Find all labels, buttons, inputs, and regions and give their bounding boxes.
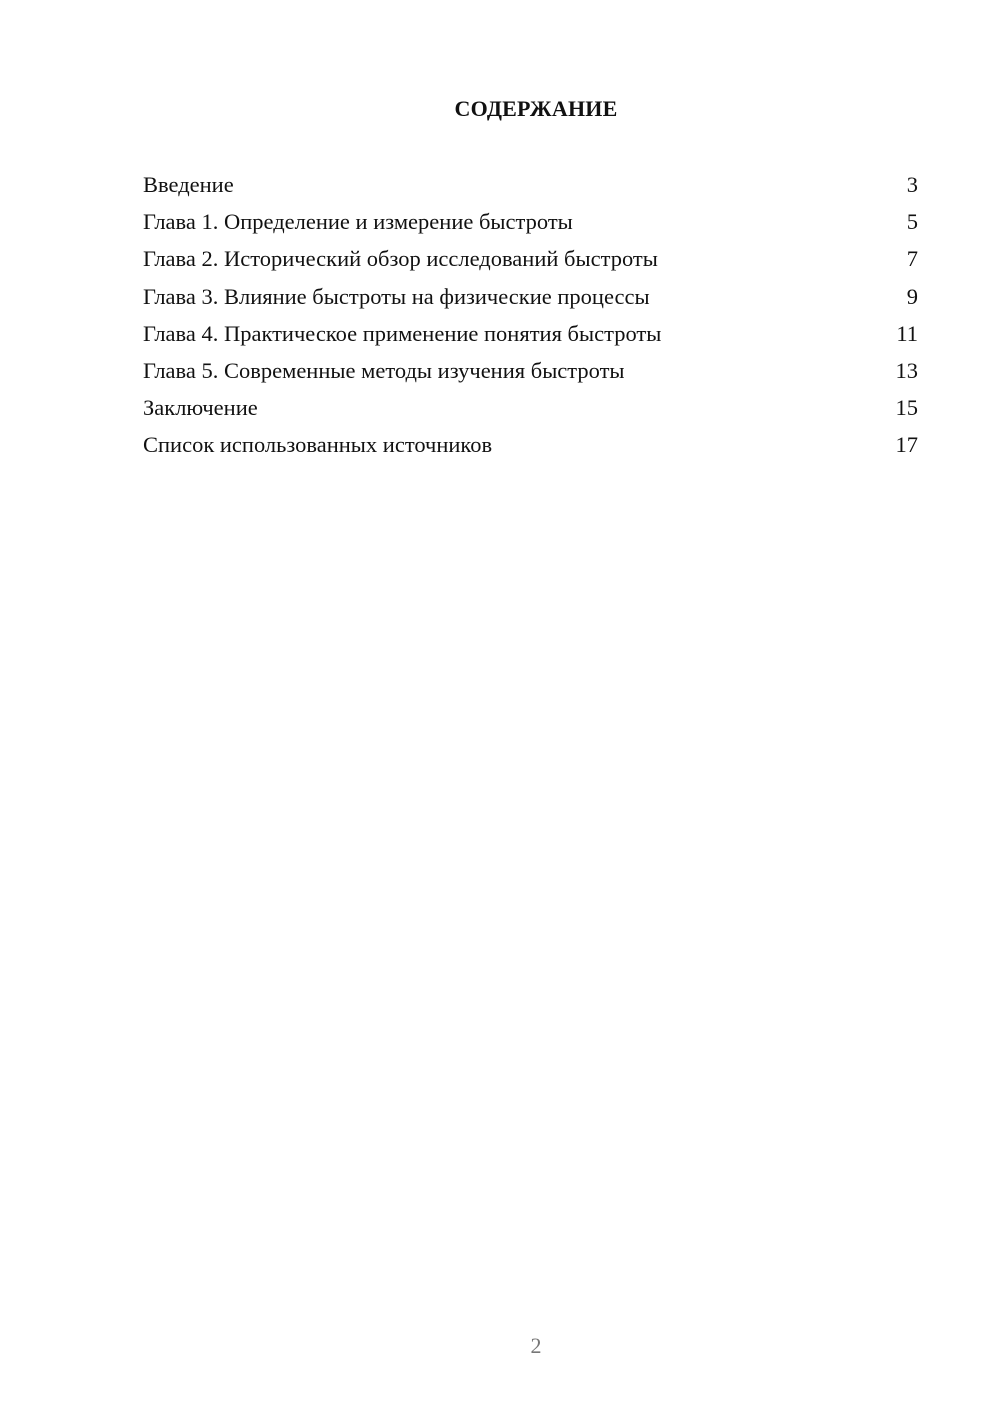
toc-entry-page: 17 [895, 432, 918, 458]
toc-entry-chapter-5 [143, 355, 918, 392]
toc-entry-title: Глава 1. Определение и измерение быстроты [143, 209, 573, 235]
toc-entry-title: Заключение [143, 395, 258, 421]
toc-entry-title: Глава 4. Практическое применение понятия быстроты [143, 320, 662, 346]
toc-entry-page: 5 [906, 209, 918, 235]
toc-entry-title: Введение [143, 172, 234, 197]
toc-entry-chapter-1 [143, 206, 918, 243]
toc-entry-page: 13 [895, 357, 918, 383]
toc-entry-chapter-3 [143, 281, 918, 318]
toc-entry-title: Глава 2. Исторический обзор исследований быстроты [143, 246, 658, 272]
page-number: 2 [530, 1333, 542, 1358]
toc-entry-page: 7 [906, 246, 918, 272]
table-of-contents [143, 169, 918, 467]
toc-entry-chapter-2 [143, 243, 918, 280]
toc-entry-references [143, 429, 918, 466]
toc-entry-title: Глава 5. Современные методы изучения быстроты [143, 357, 625, 383]
toc-entry-chapter-4 [143, 318, 918, 355]
toc-entry-conclusion [143, 392, 918, 429]
toc-entry-page: 15 [895, 395, 918, 421]
toc-entry-page: 3 [906, 172, 918, 197]
page-title: СОДЕРЖАНИЕ [454, 96, 618, 121]
toc-entry-page: 11 [896, 320, 918, 346]
toc-entry-introduction [143, 169, 918, 206]
toc-entry-page: 9 [906, 283, 918, 309]
toc-entry-title: Список использованных источников [143, 432, 493, 458]
toc-entry-title: Глава 3. Влияние быстроты на физические процессы [143, 283, 650, 309]
